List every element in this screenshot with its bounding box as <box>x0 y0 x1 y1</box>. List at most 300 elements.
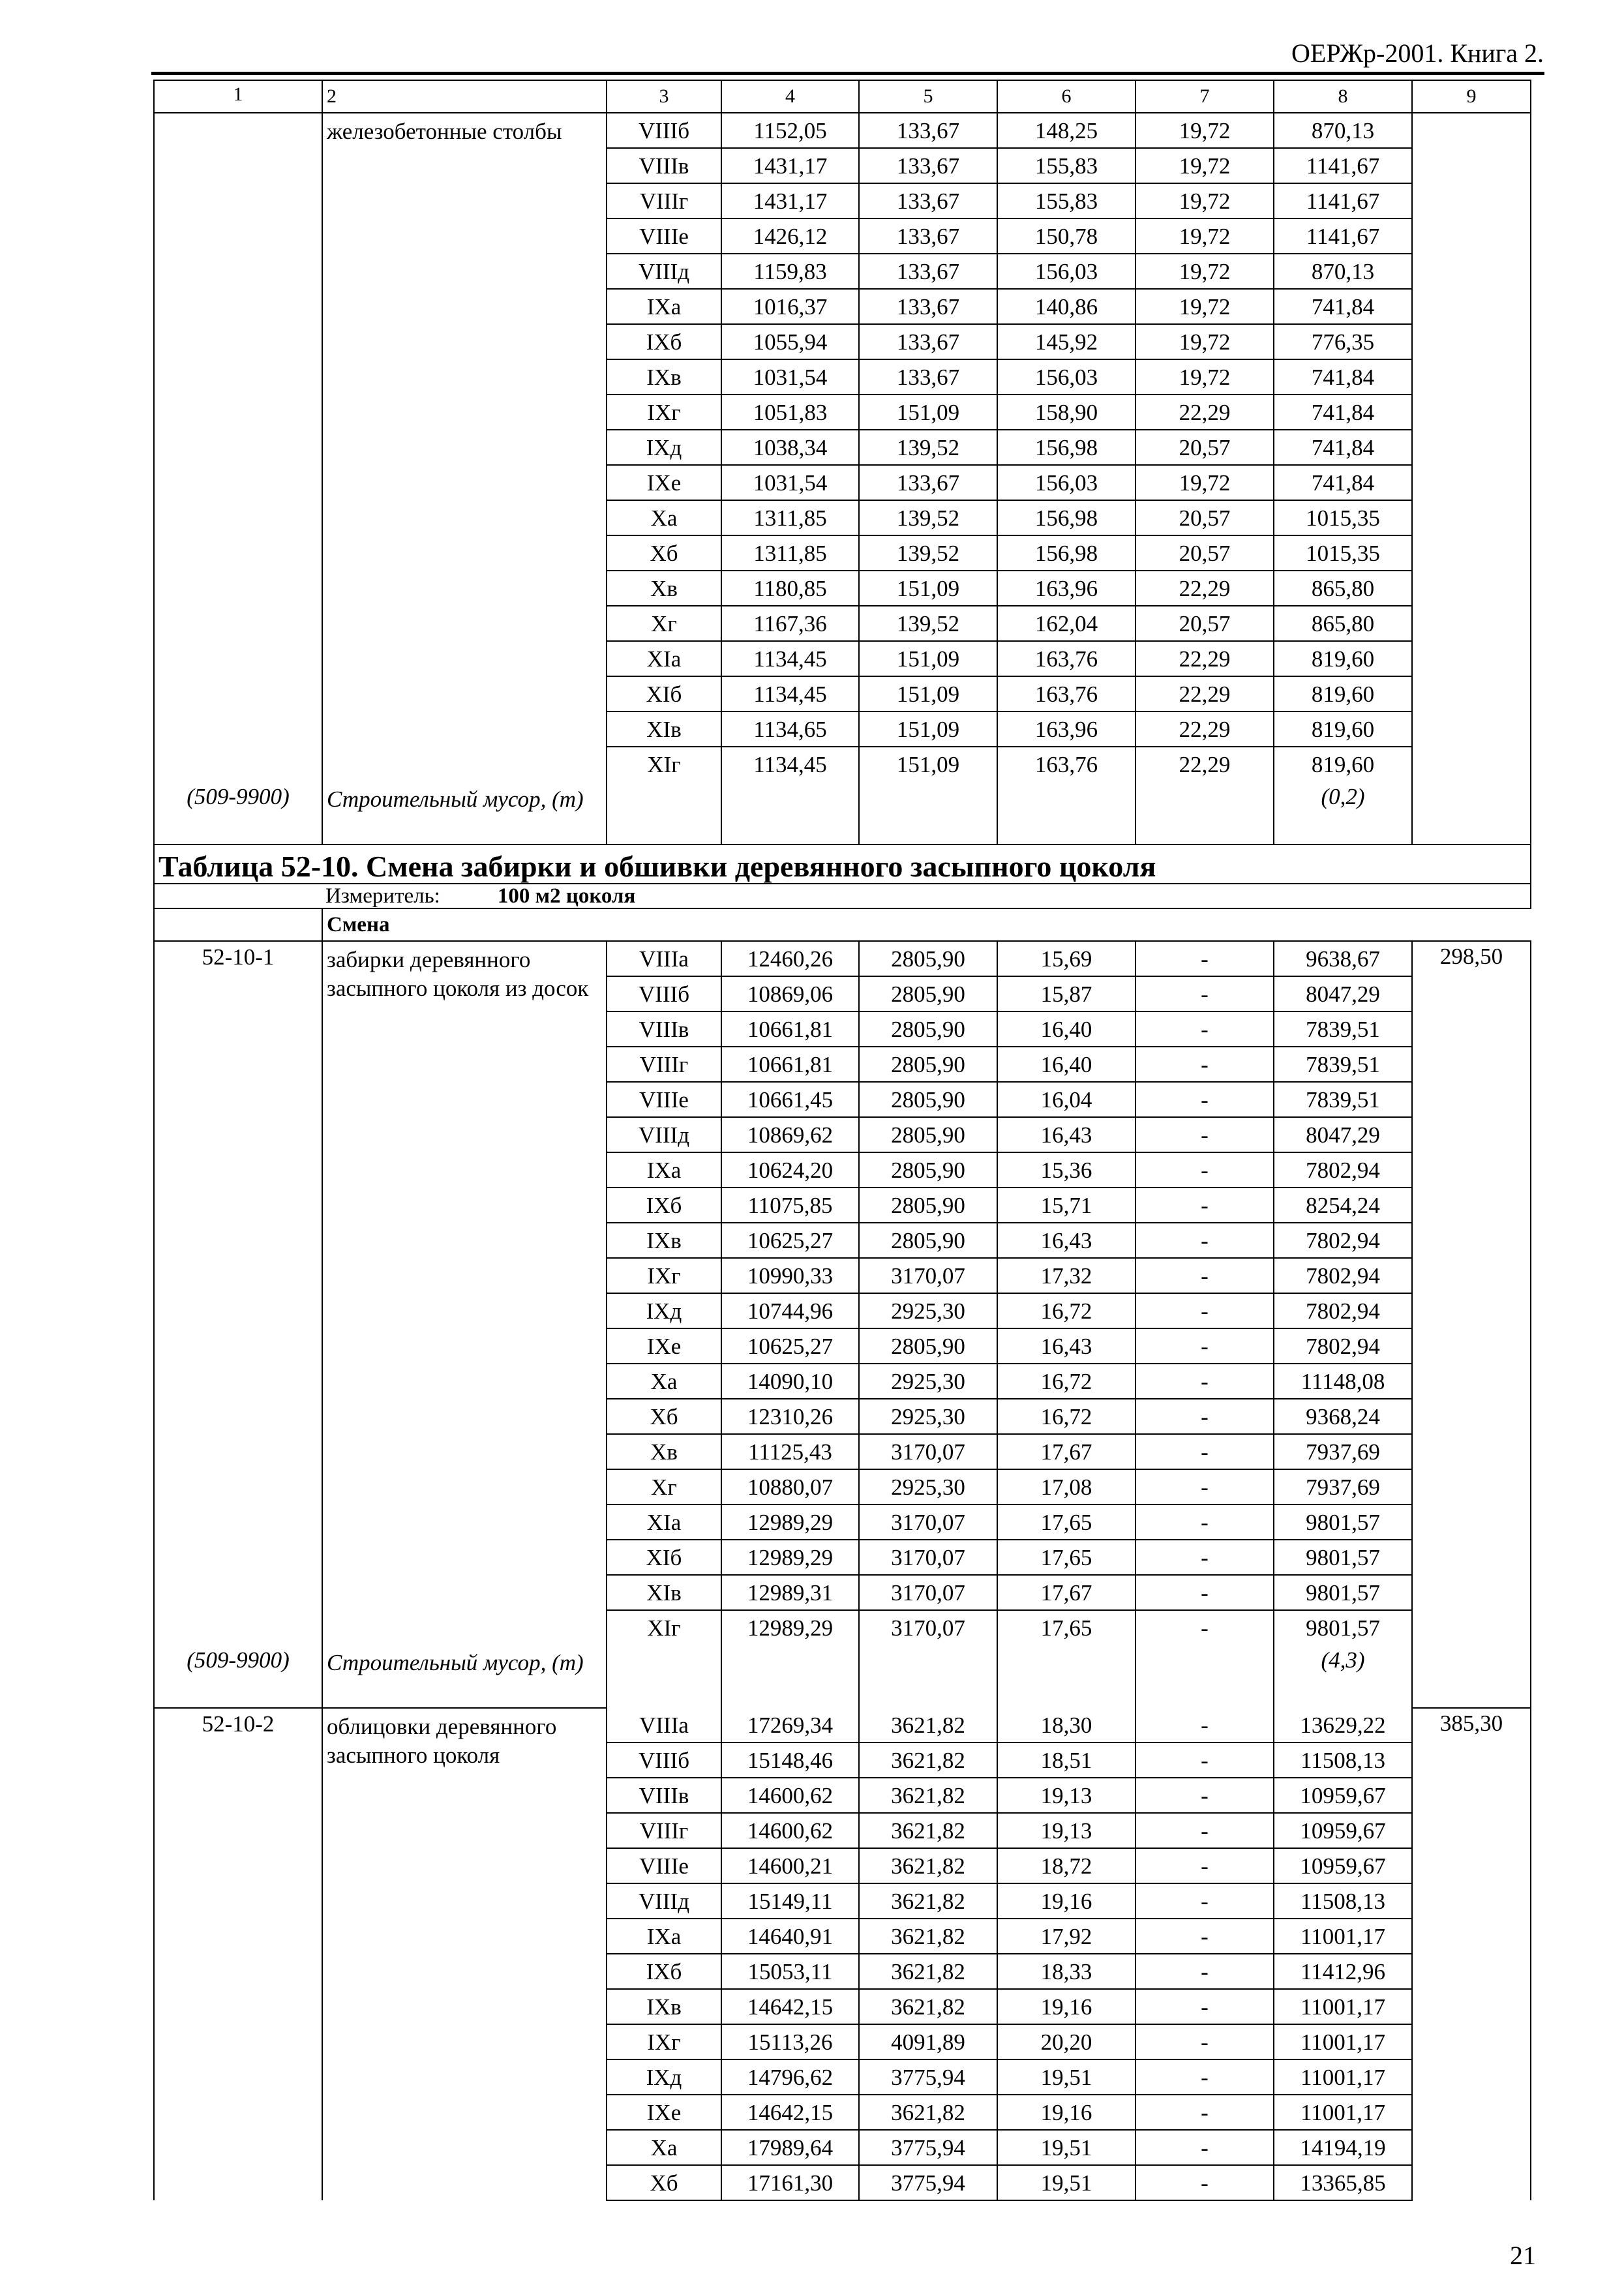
table-cell <box>1412 781 1531 845</box>
value-cell: 2805,90 <box>859 1082 997 1117</box>
value-cell: 140,86 <box>997 289 1135 324</box>
value-cell: 151,09 <box>859 676 997 711</box>
item-total <box>1412 113 1531 781</box>
zone-code: VIIIб <box>607 1743 721 1778</box>
value-cell: - <box>1135 1848 1274 1883</box>
value-cell: 155,83 <box>997 183 1135 218</box>
value-cell: 16,72 <box>997 1364 1135 1399</box>
value-cell: 12310,26 <box>721 1399 859 1434</box>
value-cell: - <box>1135 1223 1274 1258</box>
value-cell: 3170,07 <box>859 1504 997 1540</box>
value-cell: 10661,81 <box>721 1011 859 1047</box>
value-cell: 8047,29 <box>1274 1117 1412 1152</box>
value-cell: 14642,15 <box>721 1989 859 2024</box>
zone-code: IXа <box>607 289 721 324</box>
column-number: 4 <box>721 80 859 113</box>
value-cell: 741,84 <box>1274 395 1412 430</box>
value-cell: 1051,83 <box>721 395 859 430</box>
value-cell: 1031,54 <box>721 359 859 395</box>
value-cell: 7937,69 <box>1274 1434 1412 1469</box>
debris-name: Строительный мусор, (т) <box>322 1645 607 1708</box>
value-cell: 12989,29 <box>721 1610 859 1645</box>
value-cell: 17989,64 <box>721 2130 859 2165</box>
item-name: забирки деревянного засыпного цоколя из досок <box>322 941 607 1645</box>
zone-code: Xа <box>607 2130 721 2165</box>
value-cell: 3621,82 <box>859 1989 997 2024</box>
value-cell: 1311,85 <box>721 500 859 535</box>
value-cell: 133,67 <box>859 254 997 289</box>
zone-code: VIIIв <box>607 1011 721 1047</box>
zone-code: VIIIг <box>607 183 721 218</box>
value-cell: 819,60 <box>1274 747 1412 781</box>
zone-code: IXе <box>607 2095 721 2130</box>
value-cell: 2805,90 <box>859 1011 997 1047</box>
value-cell: 1038,34 <box>721 430 859 465</box>
value-cell: 11508,13 <box>1274 1883 1412 1919</box>
value-cell: - <box>1135 1708 1274 1743</box>
value-cell: 133,67 <box>859 324 997 359</box>
value-cell: 3621,82 <box>859 1848 997 1883</box>
value-cell: 9801,57 <box>1274 1504 1412 1540</box>
value-cell: 1141,67 <box>1274 218 1412 254</box>
column-number: 9 <box>1412 80 1531 113</box>
value-cell: 22,29 <box>1135 711 1274 747</box>
table-cell <box>721 1645 859 1708</box>
value-cell: 133,67 <box>859 218 997 254</box>
value-cell: 133,67 <box>859 183 997 218</box>
value-cell: 7802,94 <box>1274 1293 1412 1328</box>
debris-value: (4,3) <box>1274 1645 1412 1708</box>
value-cell: - <box>1135 2024 1274 2059</box>
value-cell: 15,87 <box>997 976 1135 1011</box>
value-cell: 14640,91 <box>721 1919 859 1954</box>
document-header: ОЕРЖр-2001. Книга 2. <box>1291 38 1544 68</box>
value-cell: 10990,33 <box>721 1258 859 1293</box>
value-cell: 22,29 <box>1135 395 1274 430</box>
value-cell: 22,29 <box>1135 571 1274 606</box>
value-cell: 10624,20 <box>721 1152 859 1188</box>
zone-code: VIIIе <box>607 1082 721 1117</box>
value-cell: 16,43 <box>997 1328 1135 1364</box>
item-total: 385,30 <box>1412 1708 1531 2200</box>
value-cell: 10959,67 <box>1274 1813 1412 1848</box>
value-cell: 19,72 <box>1135 113 1274 148</box>
value-cell: 13629,22 <box>1274 1708 1412 1743</box>
value-cell: 3170,07 <box>859 1258 997 1293</box>
value-cell: 3621,82 <box>859 1919 997 1954</box>
value-cell: 139,52 <box>859 535 997 571</box>
value-cell: 19,72 <box>1135 254 1274 289</box>
zone-code: IXг <box>607 1258 721 1293</box>
value-cell: 8254,24 <box>1274 1188 1412 1223</box>
zone-code: Xв <box>607 1434 721 1469</box>
value-cell: 2805,90 <box>859 1328 997 1364</box>
value-cell: 162,04 <box>997 606 1135 641</box>
zone-code: Xб <box>607 1399 721 1434</box>
value-cell: 3775,94 <box>859 2130 997 2165</box>
value-cell: 19,51 <box>997 2165 1135 2200</box>
value-cell: 139,52 <box>859 500 997 535</box>
column-number: 5 <box>859 80 997 113</box>
value-cell: 19,72 <box>1135 465 1274 500</box>
debris-value: (0,2) <box>1274 781 1412 845</box>
value-cell: - <box>1135 941 1274 976</box>
value-cell: 133,67 <box>859 113 997 148</box>
value-cell: 10625,27 <box>721 1328 859 1364</box>
value-cell: 151,09 <box>859 641 997 676</box>
value-cell: 9368,24 <box>1274 1399 1412 1434</box>
table-cell <box>1135 781 1274 845</box>
value-cell: 15113,26 <box>721 2024 859 2059</box>
zone-code: VIIIв <box>607 148 721 183</box>
value-cell: - <box>1135 1575 1274 1610</box>
value-cell: 17269,34 <box>721 1708 859 1743</box>
value-cell: 3170,07 <box>859 1610 997 1645</box>
item-code: 52-10-2 <box>154 1708 322 2200</box>
value-cell: 16,72 <box>997 1399 1135 1434</box>
value-cell: 17,65 <box>997 1540 1135 1575</box>
value-cell: 17,65 <box>997 1504 1135 1540</box>
value-cell: 7839,51 <box>1274 1011 1412 1047</box>
value-cell: 15149,11 <box>721 1883 859 1919</box>
table-cell <box>154 908 322 941</box>
item-name: облицовки деревянного засыпного цоколя <box>322 1708 607 2200</box>
value-cell: 1141,67 <box>1274 148 1412 183</box>
value-cell: 16,04 <box>997 1082 1135 1117</box>
value-cell: 163,96 <box>997 711 1135 747</box>
item-name: железобетонные столбы <box>322 113 607 781</box>
value-cell: 2925,30 <box>859 1469 997 1504</box>
debris-code: (509-9900) <box>154 781 322 845</box>
value-cell: - <box>1135 1364 1274 1399</box>
value-cell: 14642,15 <box>721 2095 859 2130</box>
column-number-row <box>154 80 1531 113</box>
value-cell: 1134,45 <box>721 676 859 711</box>
zone-code: IXе <box>607 1328 721 1364</box>
value-cell: 19,16 <box>997 1989 1135 2024</box>
value-cell: 1015,35 <box>1274 535 1412 571</box>
value-cell: - <box>1135 2165 1274 2200</box>
value-cell: 865,80 <box>1274 606 1412 641</box>
value-cell: 2805,90 <box>859 1047 997 1082</box>
column-number: 6 <box>997 80 1135 113</box>
value-cell: 14600,21 <box>721 1848 859 1883</box>
zone-code: IXг <box>607 2024 721 2059</box>
table-row <box>154 1708 1531 1743</box>
value-cell: 20,57 <box>1135 535 1274 571</box>
value-cell: 8047,29 <box>1274 976 1412 1011</box>
value-cell: 1167,36 <box>721 606 859 641</box>
value-cell: 15,36 <box>997 1152 1135 1188</box>
value-cell: 741,84 <box>1274 430 1412 465</box>
value-cell: - <box>1135 1117 1274 1152</box>
value-cell: - <box>1135 1743 1274 1778</box>
value-cell: 163,76 <box>997 676 1135 711</box>
value-cell: 870,13 <box>1274 254 1412 289</box>
value-cell: 20,57 <box>1135 430 1274 465</box>
value-cell: 1015,35 <box>1274 500 1412 535</box>
value-cell: 2925,30 <box>859 1399 997 1434</box>
value-cell: 10959,67 <box>1274 1848 1412 1883</box>
value-cell: 156,03 <box>997 465 1135 500</box>
value-cell: 163,96 <box>997 571 1135 606</box>
value-cell: - <box>1135 1047 1274 1082</box>
zone-code: XIв <box>607 1575 721 1610</box>
value-cell: 156,03 <box>997 254 1135 289</box>
value-cell: - <box>1135 1188 1274 1223</box>
value-cell: 133,67 <box>859 289 997 324</box>
value-cell: 1134,45 <box>721 747 859 781</box>
debris-row <box>154 1645 1531 1708</box>
zone-code: VIIIе <box>607 218 721 254</box>
value-cell: 2805,90 <box>859 976 997 1011</box>
zone-code: IXа <box>607 1152 721 1188</box>
value-cell: 2925,30 <box>859 1293 997 1328</box>
value-cell: - <box>1135 1011 1274 1047</box>
value-cell: 18,30 <box>997 1708 1135 1743</box>
measure-value: 100 м2 цоколя <box>497 884 636 908</box>
value-cell: 14090,10 <box>721 1364 859 1399</box>
zone-code: Xа <box>607 1364 721 1399</box>
zone-code: IXд <box>607 2059 721 2095</box>
value-cell: - <box>1135 1399 1274 1434</box>
value-cell: - <box>1135 1540 1274 1575</box>
value-cell: 2925,30 <box>859 1364 997 1399</box>
value-cell: 19,72 <box>1135 289 1274 324</box>
value-cell: 7839,51 <box>1274 1082 1412 1117</box>
value-cell: 151,09 <box>859 395 997 430</box>
zone-code: VIIIд <box>607 254 721 289</box>
item-code: 52-10-1 <box>154 941 322 1645</box>
table-cell <box>1412 1645 1531 1708</box>
value-cell: 151,09 <box>859 747 997 781</box>
value-cell: 1141,67 <box>1274 183 1412 218</box>
measure-label: Измеритель: <box>325 884 440 908</box>
table-cell <box>607 1645 721 1708</box>
column-number: 8 <box>1274 80 1412 113</box>
value-cell: - <box>1135 1504 1274 1540</box>
value-cell: 11125,43 <box>721 1434 859 1469</box>
value-cell: 11001,17 <box>1274 2095 1412 2130</box>
value-cell: 19,72 <box>1135 148 1274 183</box>
value-cell: 12989,31 <box>721 1575 859 1610</box>
value-cell: 19,13 <box>997 1778 1135 1813</box>
zone-code: IXд <box>607 1293 721 1328</box>
value-cell: - <box>1135 1328 1274 1364</box>
subheading-row <box>154 908 1531 941</box>
value-cell: 19,16 <box>997 1883 1135 1919</box>
value-cell: 3621,82 <box>859 1883 997 1919</box>
value-cell: 16,43 <box>997 1117 1135 1152</box>
table-caption: Таблица 52-10. Смена забирки и обшивки деревянного засыпного цоколя <box>154 845 1531 884</box>
value-cell: 18,51 <box>997 1743 1135 1778</box>
value-cell: 11148,08 <box>1274 1364 1412 1399</box>
zone-code: Xг <box>607 1469 721 1504</box>
value-cell: 3775,94 <box>859 2059 997 2095</box>
value-cell: - <box>1135 1258 1274 1293</box>
value-cell: 10661,45 <box>721 1082 859 1117</box>
zone-code: XIа <box>607 641 721 676</box>
table-cell <box>859 781 997 845</box>
value-cell: 2805,90 <box>859 1188 997 1223</box>
value-cell: 4091,89 <box>859 2024 997 2059</box>
item-total: 298,50 <box>1412 941 1531 1645</box>
value-cell: 3621,82 <box>859 1743 997 1778</box>
value-cell: 10625,27 <box>721 1223 859 1258</box>
value-cell: 2805,90 <box>859 941 997 976</box>
zone-code: VIIIг <box>607 1047 721 1082</box>
value-cell: 10869,06 <box>721 976 859 1011</box>
value-cell: 13365,85 <box>1274 2165 1412 2200</box>
value-cell: 3621,82 <box>859 2095 997 2130</box>
value-cell: 11001,17 <box>1274 1989 1412 2024</box>
value-cell: 20,57 <box>1135 606 1274 641</box>
value-cell: - <box>1135 1293 1274 1328</box>
value-cell: 17,67 <box>997 1575 1135 1610</box>
value-cell: 18,72 <box>997 1848 1135 1883</box>
value-cell: 19,72 <box>1135 218 1274 254</box>
value-cell: 1134,65 <box>721 711 859 747</box>
value-cell: 10880,07 <box>721 1469 859 1504</box>
value-cell: 10744,96 <box>721 1293 859 1328</box>
table-row <box>154 941 1531 976</box>
value-cell: 870,13 <box>1274 113 1412 148</box>
zone-code: Xб <box>607 2165 721 2200</box>
subheading: Смена <box>322 908 1531 941</box>
zone-code: VIIIд <box>607 1883 721 1919</box>
value-cell: 151,09 <box>859 711 997 747</box>
value-cell: 19,13 <box>997 1813 1135 1848</box>
zone-code: IXб <box>607 1954 721 1989</box>
value-cell: 151,09 <box>859 571 997 606</box>
value-cell: 19,51 <box>997 2059 1135 2095</box>
value-cell: 156,98 <box>997 500 1135 535</box>
value-cell: - <box>1135 2059 1274 2095</box>
value-cell: 16,72 <box>997 1293 1135 1328</box>
value-cell: 158,90 <box>997 395 1135 430</box>
value-cell: 17,67 <box>997 1434 1135 1469</box>
value-cell: 3170,07 <box>859 1434 997 1469</box>
value-cell: 3621,82 <box>859 1813 997 1848</box>
value-cell: 19,72 <box>1135 359 1274 395</box>
value-cell: 10661,81 <box>721 1047 859 1082</box>
value-cell: 3170,07 <box>859 1540 997 1575</box>
debris-row <box>154 781 1531 845</box>
value-cell: 819,60 <box>1274 711 1412 747</box>
value-cell: 19,72 <box>1135 183 1274 218</box>
value-cell: 3170,07 <box>859 1575 997 1610</box>
zone-code: XIб <box>607 1540 721 1575</box>
zone-code: XIв <box>607 711 721 747</box>
value-cell: 15053,11 <box>721 1954 859 1989</box>
page-number: 21 <box>1510 2241 1536 2270</box>
zone-code: IXд <box>607 430 721 465</box>
column-number: 7 <box>1135 80 1274 113</box>
value-cell: - <box>1135 1954 1274 1989</box>
value-cell: - <box>1135 1434 1274 1469</box>
value-cell: 15,71 <box>997 1188 1135 1223</box>
zone-code: VIIIа <box>607 1708 721 1743</box>
value-cell: 1426,12 <box>721 218 859 254</box>
value-cell: 14194,19 <box>1274 2130 1412 2165</box>
item-code <box>154 113 322 781</box>
value-cell: - <box>1135 1989 1274 2024</box>
zone-code: IXе <box>607 465 721 500</box>
value-cell: 17,32 <box>997 1258 1135 1293</box>
table-cell <box>607 781 721 845</box>
value-cell: 741,84 <box>1274 359 1412 395</box>
table-row <box>154 113 1531 148</box>
value-cell: 16,40 <box>997 1047 1135 1082</box>
zone-code: Xв <box>607 571 721 606</box>
value-cell: - <box>1135 1813 1274 1848</box>
value-cell: 12989,29 <box>721 1540 859 1575</box>
value-cell: 19,72 <box>1135 324 1274 359</box>
measure-cell <box>154 884 1531 908</box>
value-cell: 12460,26 <box>721 941 859 976</box>
value-cell: 1159,83 <box>721 254 859 289</box>
value-cell: 11075,85 <box>721 1188 859 1223</box>
column-number: 1 <box>154 80 322 113</box>
value-cell: 1016,37 <box>721 289 859 324</box>
value-cell: 11001,17 <box>1274 1919 1412 1954</box>
value-cell: 741,84 <box>1274 289 1412 324</box>
table-caption-row <box>154 845 1531 884</box>
value-cell: 3621,82 <box>859 1778 997 1813</box>
value-cell: - <box>1135 2095 1274 2130</box>
value-cell: - <box>1135 1082 1274 1117</box>
value-cell: 1431,17 <box>721 183 859 218</box>
value-cell: 19,16 <box>997 2095 1135 2130</box>
value-cell: 133,67 <box>859 359 997 395</box>
value-cell: 15148,46 <box>721 1743 859 1778</box>
value-cell: 1031,54 <box>721 465 859 500</box>
value-cell: 2805,90 <box>859 1117 997 1152</box>
value-cell: 148,25 <box>997 113 1135 148</box>
value-cell: - <box>1135 2130 1274 2165</box>
zone-code: Xа <box>607 500 721 535</box>
debris-code: (509-9900) <box>154 1645 322 1708</box>
value-cell: 865,80 <box>1274 571 1412 606</box>
column-number: 2 <box>322 80 607 113</box>
zone-code: XIа <box>607 1504 721 1540</box>
value-cell: 819,60 <box>1274 641 1412 676</box>
value-cell: 1311,85 <box>721 535 859 571</box>
zone-code: VIIIб <box>607 113 721 148</box>
value-cell: 14600,62 <box>721 1813 859 1848</box>
value-cell: 163,76 <box>997 641 1135 676</box>
value-cell: 133,67 <box>859 465 997 500</box>
value-cell: - <box>1135 1610 1274 1645</box>
table-cell <box>997 781 1135 845</box>
value-cell: 7802,94 <box>1274 1223 1412 1258</box>
value-cell: 1134,45 <box>721 641 859 676</box>
value-cell: 9801,57 <box>1274 1540 1412 1575</box>
value-cell: 3621,82 <box>859 1708 997 1743</box>
value-cell: 20,57 <box>1135 500 1274 535</box>
zone-code: IXб <box>607 1188 721 1223</box>
value-cell: 3621,82 <box>859 1954 997 1989</box>
value-cell: - <box>1135 1778 1274 1813</box>
measure-row <box>154 884 1531 908</box>
value-cell: 150,78 <box>997 218 1135 254</box>
value-cell: 22,29 <box>1135 641 1274 676</box>
value-cell: 156,98 <box>997 430 1135 465</box>
value-cell: 17161,30 <box>721 2165 859 2200</box>
value-cell: 7937,69 <box>1274 1469 1412 1504</box>
zone-code: VIIIе <box>607 1848 721 1883</box>
value-cell: 1152,05 <box>721 113 859 148</box>
